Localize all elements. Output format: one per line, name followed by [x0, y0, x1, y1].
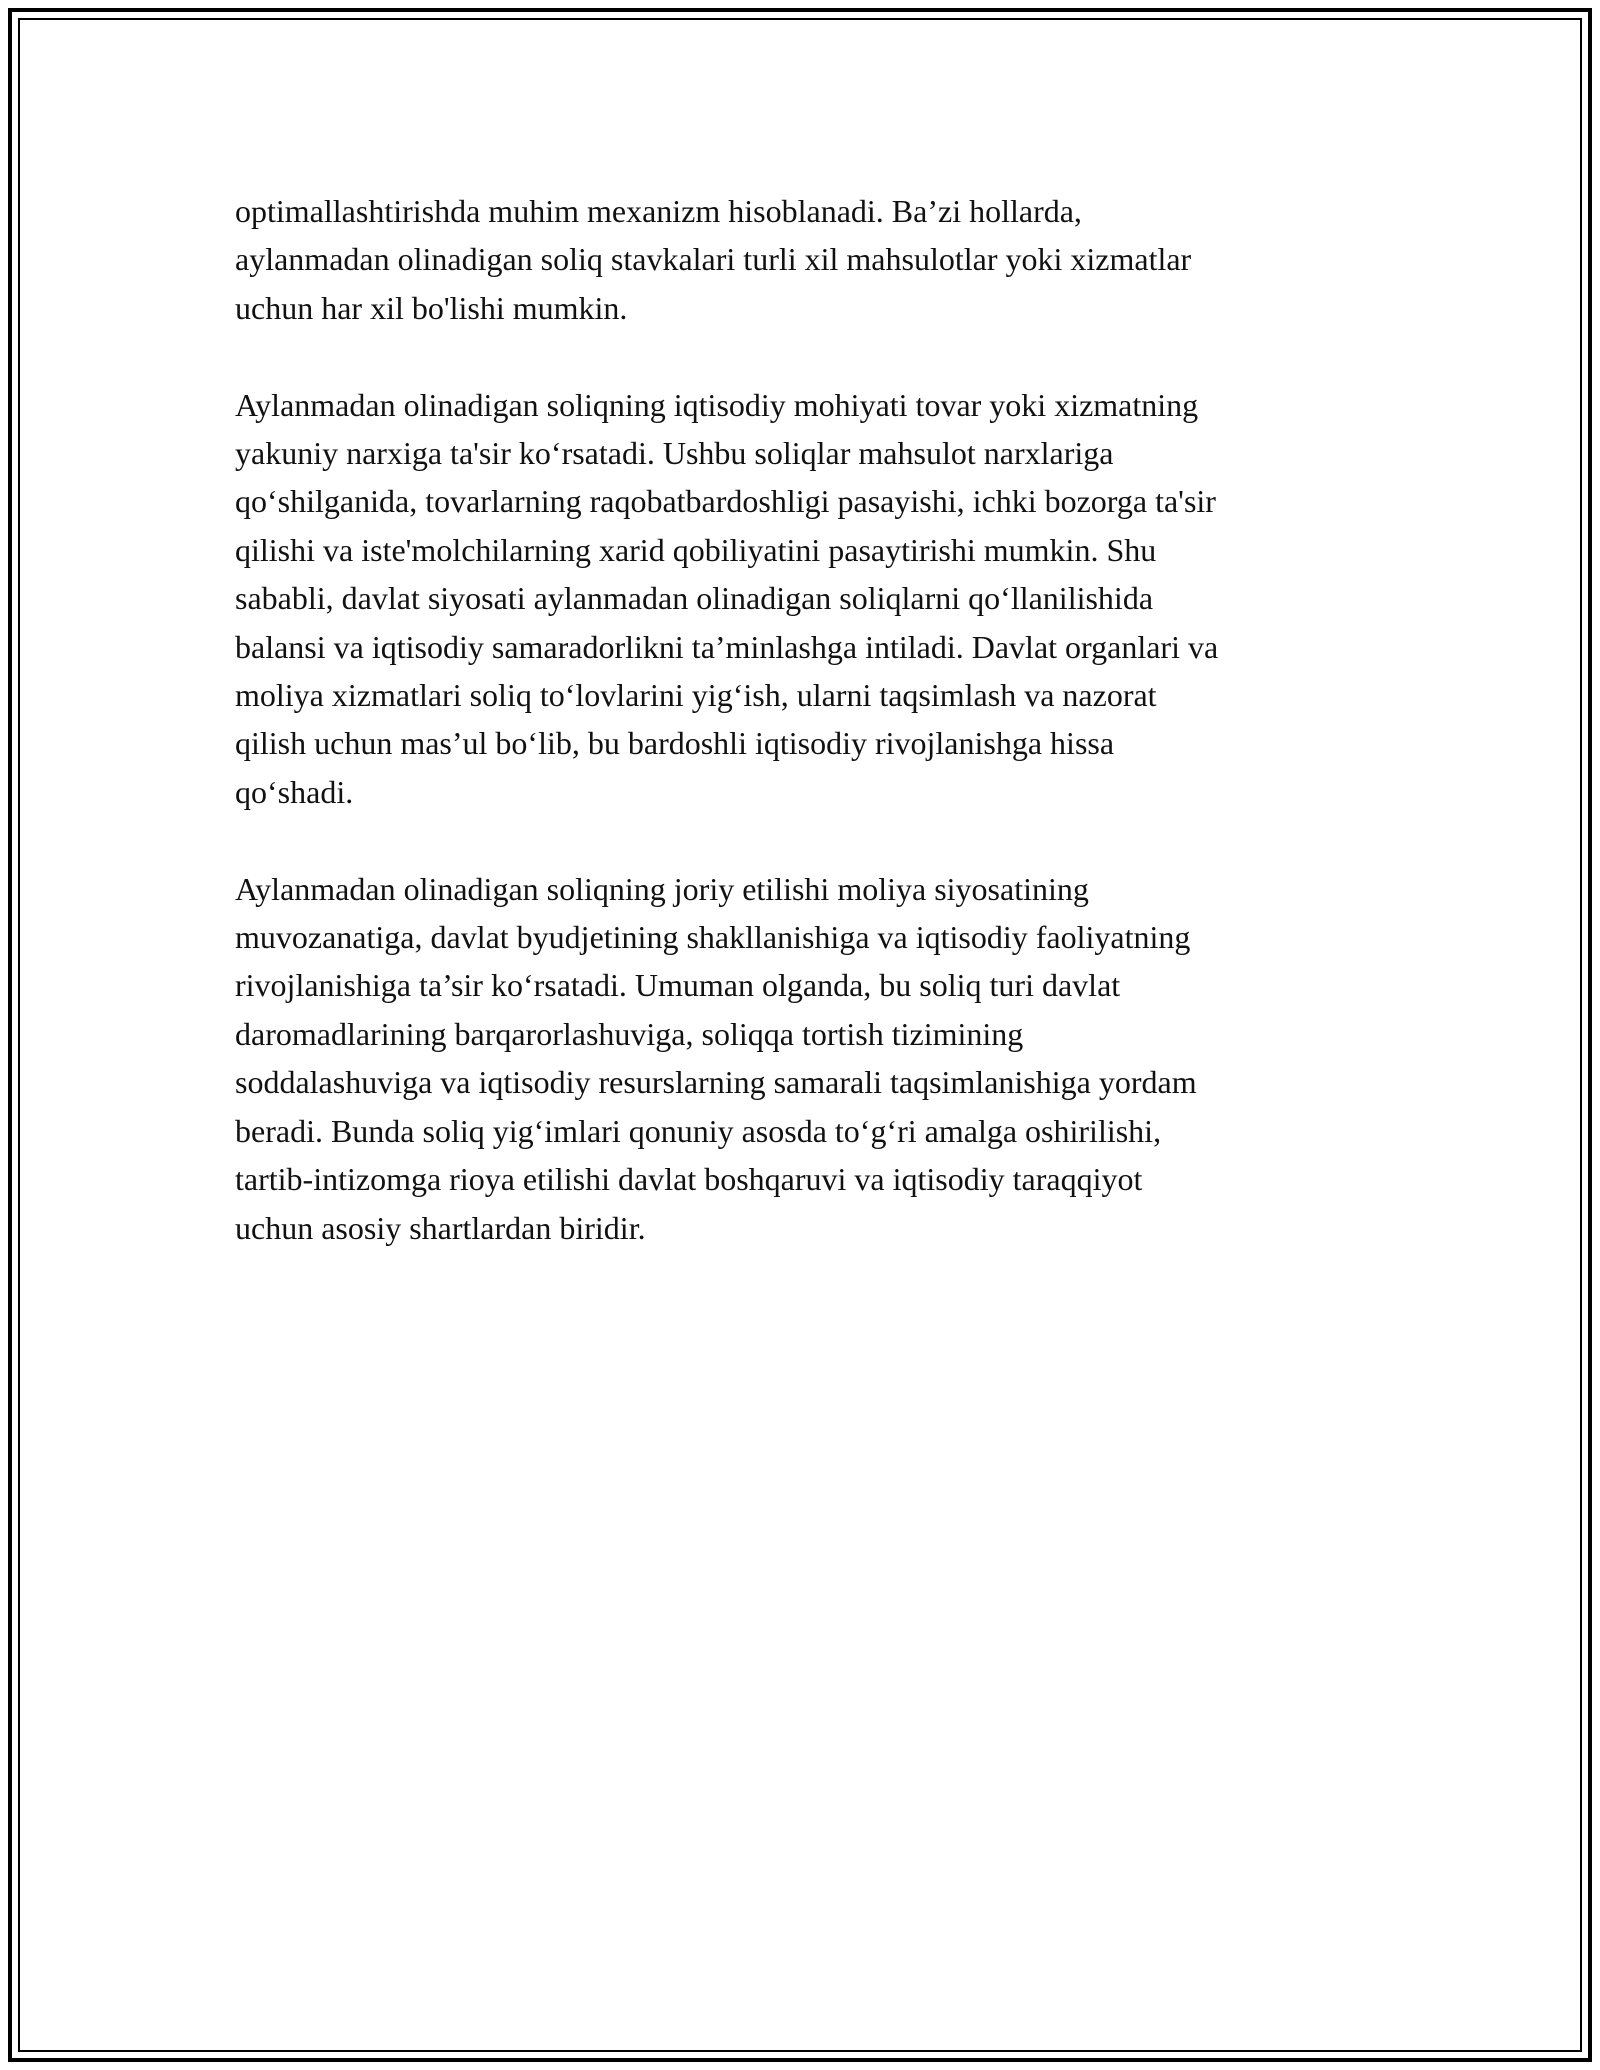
- paragraph-line: qo‘shilganida, tovarlarning raqobatbardoshligi pasayishi, ichki bozorga ta'sir: [235, 483, 1216, 520]
- paragraph-line: tartib-intizomga rioya etilishi davlat boshqaruvi va iqtisodiy taraqqiyot: [235, 1161, 1143, 1198]
- paragraph-line: muvozanatiga, davlat byudjetining shakllanishiga va iqtisodiy faoliyatning: [235, 919, 1191, 956]
- paragraph-line: qo‘shadi.: [235, 773, 354, 810]
- paragraph-line: uchun asosiy shartlardan biridir.: [235, 1209, 646, 1246]
- paragraph-line: moliya xizmatlari soliq to‘lovlarini yig‘ish, ularni taqsimlash va nazorat: [235, 677, 1157, 714]
- paragraph-2: [235, 381, 1385, 817]
- paragraph-line: uchun har xil bo'lishi mumkin.: [235, 289, 628, 326]
- paragraph-line: qilish uchun mas’ul bo‘lib, bu bardoshli iqtisodiy rivojlanishga hissa: [235, 725, 1115, 762]
- paragraph-line: daromadlarining barqarorlashuviga, soliqqa tortish tizimining: [235, 1015, 1024, 1052]
- paragraph-line: optimallashtirishda muhim mexanizm hisoblanadi. Ba’zi hollarda,: [235, 193, 1082, 229]
- paragraph-line: balansi va iqtisodiy samaradorlikni ta’minlashga intiladi. Davlat organlari va: [235, 628, 1219, 665]
- paragraph-line: sababli, davlat siyosati aylanmadan olinadigan soliqlarni qo‘llanilishida: [235, 580, 1154, 617]
- paragraph-line: beradi. Bunda soliq yig‘imlari qonuniy asosda to‘g‘ri amalga oshirilishi,: [235, 1112, 1162, 1149]
- paragraph-line: Aylanmadan olinadigan soliqning joriy etilishi moliya siyosatining: [235, 870, 1089, 907]
- paragraph-3: [235, 865, 1385, 1252]
- paragraph-line: aylanmadan olinadigan soliq stavkalari turli xil mahsulotlar yoki xizmatlar: [235, 241, 1192, 278]
- paragraph-line: Aylanmadan olinadigan soliqning iqtisodiy mohiyati tovar yoki xizmatning: [235, 386, 1199, 423]
- paragraph-line: rivojlanishiga ta’sir ko‘rsatadi. Umuman olganda, bu soliq turi davlat: [235, 967, 1121, 1004]
- paragraph-line: yakuniy narxiga ta'sir ko‘rsatadi. Ushbu soliqlar mahsulot narxlariga: [235, 435, 1114, 472]
- paragraph-line: qilishi va iste'molchilarning xarid qobiliyatini pasaytirishi mumkin. Shu: [235, 531, 1157, 568]
- paragraph-1: [235, 187, 1385, 332]
- document-body: [235, 187, 1385, 1300]
- paragraph-line: soddalashuviga va iqtisodiy resurslarning samarali taqsimlanishiga yordam: [235, 1064, 1197, 1101]
